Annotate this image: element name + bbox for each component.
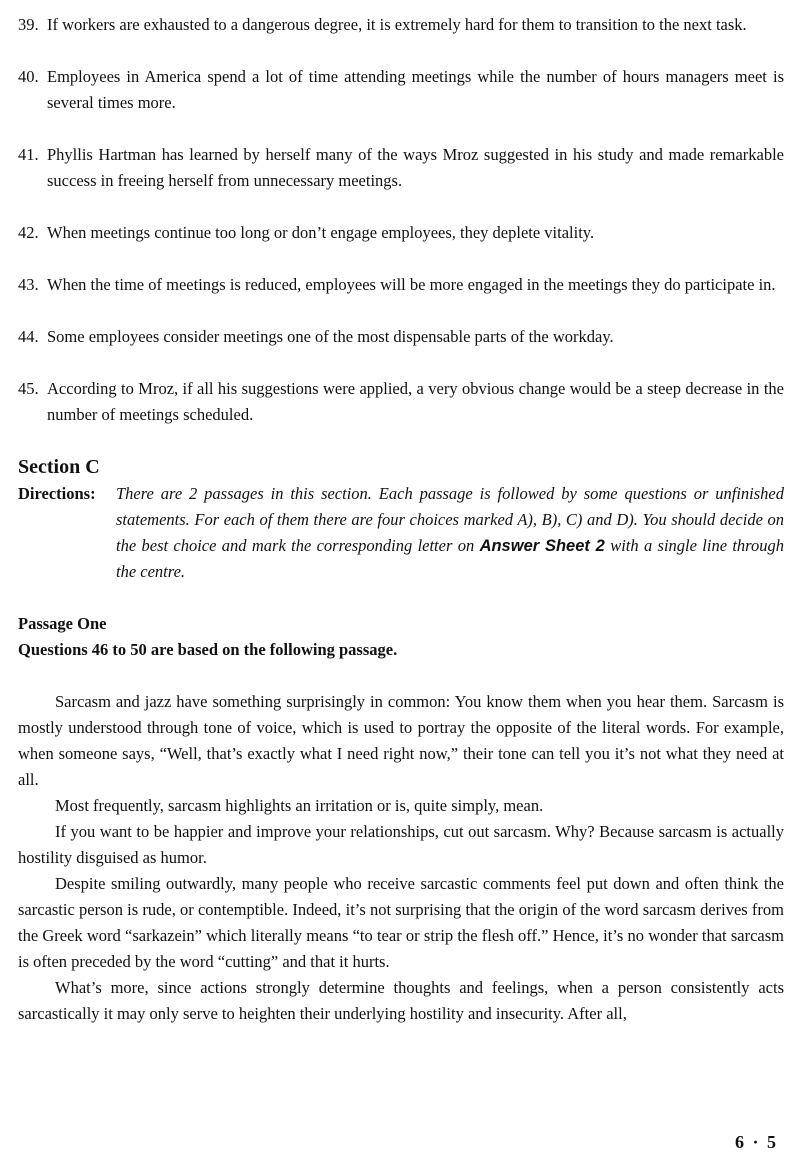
statement-number: 40. — [18, 67, 39, 86]
section-title: Section C — [18, 456, 100, 478]
statement-text: If workers are exhausted to a dangerous degree, it is extremely hard for them to transition to the next task. — [47, 15, 747, 34]
statement-45 — [18, 376, 784, 428]
directions-label: Directions: — [18, 484, 96, 503]
statement-41 — [18, 142, 784, 194]
statement-number: 41. — [18, 145, 39, 164]
passage-paragraph: If you want to be happier and improve your relationships, cut out sarcasm. Why? Because sarcasm is actually hostility disguised as humor. — [18, 822, 784, 867]
passage-title: Passage One — [18, 614, 107, 633]
passage-paragraph: What’s more, since actions strongly determine thoughts and feelings, when a person consistently acts sarcastically it may only serve to heighten their underlying hostility and insecurity. After all, — [18, 978, 784, 1023]
statement-42 — [18, 220, 784, 246]
passage-paragraph: Sarcasm and jazz have something surprisingly in common: You know them when you hear them. Sarcasm is mostly understood through tone of voice, which is used to portray the opposite of the literal words. For example, when someone says, “Well, that’s exactly what I need right now,” their tone can tell you it’s not what they need at all. — [18, 692, 784, 789]
questions-range-line: Questions 46 to 50 are based on the following passage. — [18, 640, 398, 659]
statement-number: 45. — [18, 379, 39, 398]
statement-text: According to Mroz, if all his suggestions were applied, a very obvious change would be a steep decrease in the number of meetings scheduled. — [47, 379, 784, 424]
passage-paragraph: Despite smiling outwardly, many people who receive sarcastic comments feel put down and often think the sarcastic person is rude, or contemptible. Indeed, it’s not surprising that the origin of the word sarcasm derives from the Greek word “sarkazein” which literally means “to tear or strip the flesh off.” Hence, it’s no wonder that sarcasm is often preceded by the word “cutting” and that it hurts. — [18, 874, 784, 971]
statement-40 — [18, 64, 784, 116]
statement-text: When the time of meetings is reduced, employees will be more engaged in the meetings they do participate in. — [47, 275, 776, 294]
statement-number: 43. — [18, 275, 39, 294]
directions-block — [18, 481, 784, 585]
statement-text: Employees in America spend a lot of time attending meetings while the number of hours managers meet is several times more. — [47, 67, 784, 112]
statement-44 — [18, 324, 784, 350]
directions-text-end: with a single line through the centre. — [116, 536, 784, 581]
statement-text: When meetings continue too long or don’t engage employees, they deplete vitality. — [47, 223, 595, 242]
statement-43 — [18, 272, 784, 298]
passage-paragraph: Most frequently, sarcasm highlights an irritation or is, quite simply, mean. — [55, 796, 544, 815]
statement-39 — [18, 12, 784, 38]
statement-number: 39. — [18, 15, 39, 34]
statement-number: 42. — [18, 223, 39, 242]
directions-text: There are 2 passages in this section. Each passage is followed by some questions or unfinished statements. For each of them there are four choices marked A), B), C) and D). You should decide on the best choice and mark the corresponding letter on — [116, 484, 784, 555]
page-number: 6 · 5 — [734, 1132, 778, 1152]
exam-page — [18, 12, 784, 1027]
statement-text: Phyllis Hartman has learned by herself many of the ways Mroz suggested in his study and made remarkable success in freeing herself from unnecessary meetings. — [47, 145, 784, 190]
statement-text: Some employees consider meetings one of the most dispensable parts of the workday. — [47, 327, 614, 346]
answer-sheet-emphasis: Answer Sheet 2 — [479, 537, 605, 555]
statement-number: 44. — [18, 327, 39, 346]
